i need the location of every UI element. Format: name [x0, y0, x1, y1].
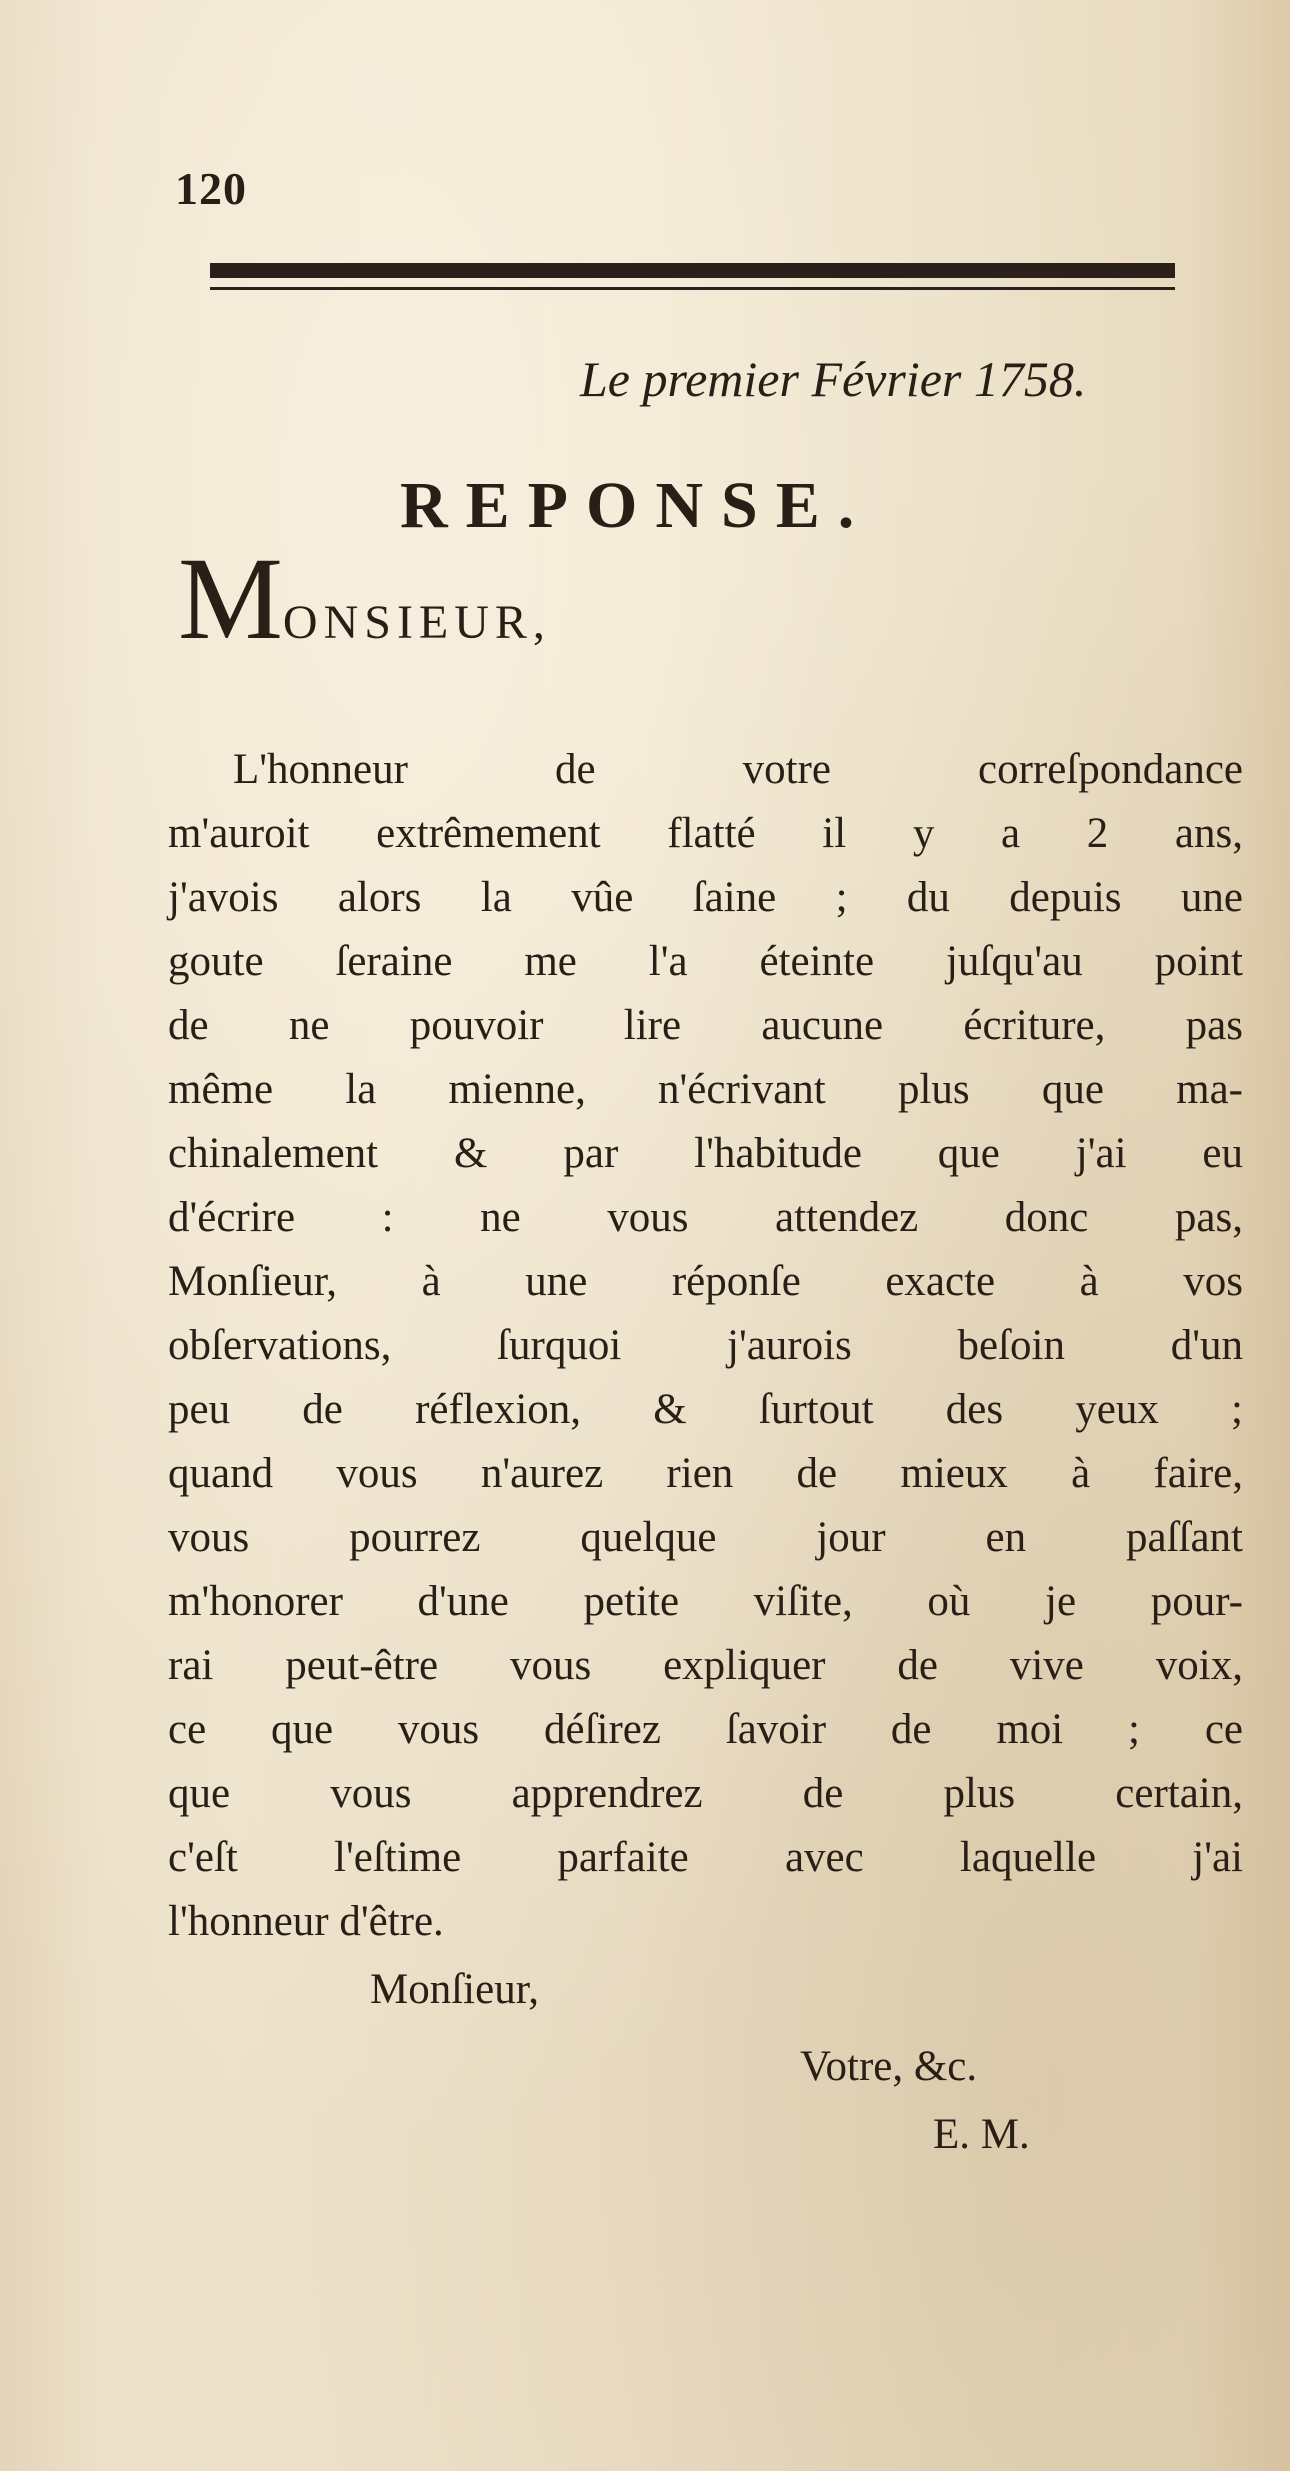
salutation-initial: M — [178, 533, 283, 664]
body-line: l'honneur d'être. — [168, 1898, 444, 1945]
letter-closing: Monſieur, — [370, 1966, 540, 2013]
body-line: m'honorer d'une petite viſite, où je pour- — [168, 1578, 1243, 1625]
body-line: peu de réflexion, & ſurtout des yeux ; — [168, 1386, 1243, 1433]
body-line: rai peut-être vous expliquer de vive voix, — [168, 1642, 1243, 1689]
letter-dateline: Le premier Février 1758. — [580, 351, 1087, 407]
page-number: 120 — [175, 163, 247, 214]
body-line: j'avois alors la vûe ſaine ; du depuis une — [168, 874, 1243, 921]
body-line: d'écrire : ne vous attendez donc pas, — [168, 1194, 1243, 1241]
body-line: c'eſt l'eſtime parfaite avec laquelle j'ai — [168, 1834, 1243, 1881]
header-rule-thick — [210, 263, 1175, 278]
letter-signature: E. M. — [933, 2111, 1030, 2158]
body-line: Monſieur, à une réponſe exacte à vos — [168, 1258, 1243, 1305]
body-line: goute ſeraine me l'a éteinte juſqu'au point — [168, 938, 1243, 985]
body-line: ce que vous déſirez ſavoir de moi ; ce — [168, 1706, 1243, 1753]
body-line: chinalement & par l'habitude que j'ai eu — [168, 1130, 1243, 1177]
letter-salutation — [178, 533, 551, 664]
body-line: même la mienne, n'écrivant plus que ma- — [168, 1066, 1243, 1113]
body-line: quand vous n'aurez rien de mieux à faire, — [168, 1450, 1243, 1497]
body-line: vous pourrez quelque jour en paſſant — [168, 1514, 1243, 1561]
body-line: obſervations, ſurquoi j'aurois beſoin d'un — [168, 1322, 1243, 1369]
letter-body — [168, 738, 1243, 1954]
salutation-rest: ONSIEUR, — [282, 596, 551, 649]
body-line: que vous apprendrez de plus certain, — [168, 1770, 1243, 1817]
letter-heading: REPONSE. — [400, 469, 873, 542]
letter-signoff: Votre, &c. — [800, 2043, 978, 2090]
body-line: L'honneur de votre correſpondance — [233, 746, 1243, 793]
body-line: m'auroit extrêmement flatté il y a 2 ans, — [168, 810, 1243, 857]
body-line: de ne pouvoir lire aucune écriture, pas — [168, 1002, 1243, 1049]
header-rule-thin — [210, 287, 1175, 290]
